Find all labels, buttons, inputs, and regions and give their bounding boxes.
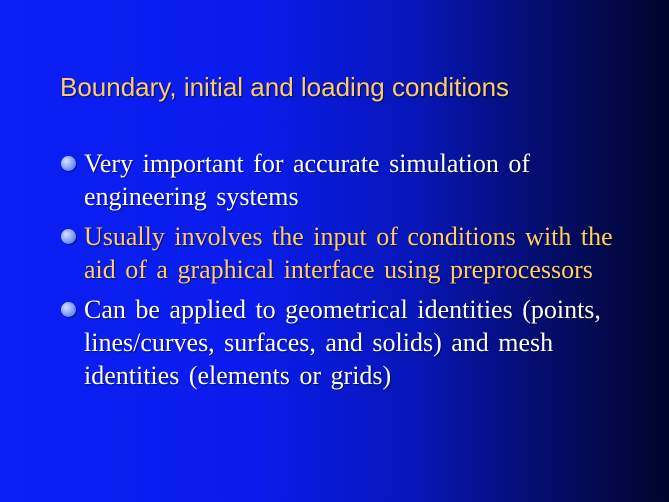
bullet-text: Usually involves the input of conditions with the aid of a graphical interface using preprocessors	[84, 222, 613, 284]
circle-bullet-icon	[61, 156, 76, 171]
bullet-item	[60, 147, 620, 213]
bullet-item	[60, 220, 620, 286]
slide-title: Boundary, initial and loading conditions	[60, 72, 510, 102]
circle-bullet-icon	[61, 229, 76, 244]
circle-bullet-icon	[61, 302, 76, 317]
bullet-list	[60, 147, 620, 399]
bullet-item	[60, 293, 620, 392]
bullet-text: Very important for accurate simulation of engineering systems	[84, 149, 531, 211]
bullet-text: Can be applied to geometrical identities (points, lines/curves, surfaces, and solids) and mesh identities (elements or grids)	[84, 295, 601, 390]
